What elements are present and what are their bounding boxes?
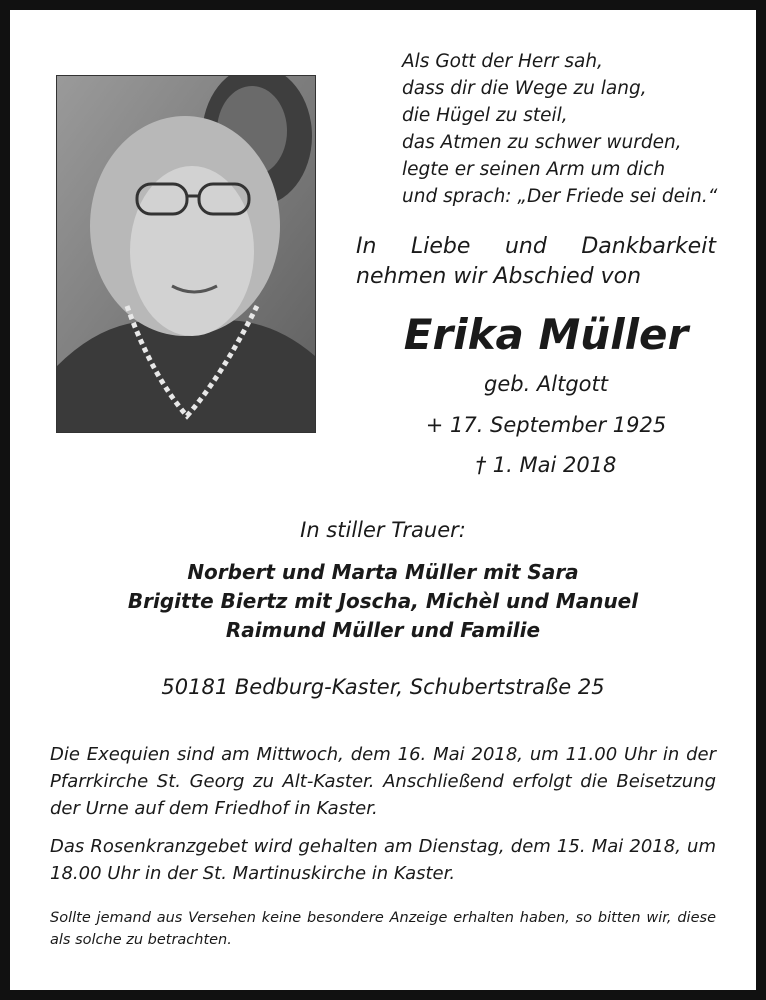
exequien-notice: Die Exequien sind am Mittwoch, dem 16. Mai 2018, um 11.00 Uhr in der Pfarrkirche St. Georg zu Alt-Kaster. Anschließend erfolgt die Beisetzung der Urne auf dem Friedhof in Kaster. xyxy=(50,744,716,819)
family-address: 50181 Bedburg-Kaster, Schubertstraße 25 xyxy=(161,675,605,699)
mourning-heading: In stiller Trauer: xyxy=(300,518,466,542)
poem-line: die Hügel zu steil, xyxy=(402,105,568,126)
deceased-name: Erika Müller xyxy=(403,310,689,359)
disclaimer-notice: Sollte jemand aus Versehen keine besondere Anzeige erhalten haben, so bitten wir, diese als solche zu betrachten. xyxy=(50,910,716,948)
mourner-line: Raimund Müller und Familie xyxy=(225,618,541,642)
poem-line: dass dir die Wege zu lang, xyxy=(402,78,647,99)
poem xyxy=(402,48,717,210)
intro-word: Liebe xyxy=(410,234,471,259)
mourner-line: Norbert und Marta Müller mit Sara xyxy=(187,560,579,584)
birth-name: geb. Altgott xyxy=(483,372,608,396)
poem-line: das Atmen zu schwer wurden, xyxy=(402,132,682,153)
portrait-image xyxy=(57,76,315,432)
intro-word: Dankbarkeit xyxy=(581,234,716,259)
death-date: † 1. Mai 2018 xyxy=(475,453,617,477)
intro-word: In xyxy=(356,234,377,259)
poem-line: Als Gott der Herr sah, xyxy=(402,51,603,72)
intro-word: und xyxy=(504,234,547,259)
poem-line: legte er seinen Arm um dich xyxy=(402,159,666,180)
rosary-notice: Das Rosenkranzgebet wird gehalten am Dienstag, dem 15. Mai 2018, um 18.00 Uhr in der St. Martinuskirche in Kaster. xyxy=(50,836,716,884)
intro-line: nehmen wir Abschied von xyxy=(356,264,642,289)
mourners-list xyxy=(10,558,756,645)
farewell-intro xyxy=(356,232,716,292)
birth-date: + 17. September 1925 xyxy=(425,413,667,437)
portrait-photo xyxy=(56,75,316,433)
obituary-card xyxy=(10,10,756,990)
mourner-line: Brigitte Biertz mit Joscha, Michèl und Manuel xyxy=(127,589,639,613)
poem-line: und sprach: „Der Friede sei dein.“ xyxy=(402,186,718,207)
